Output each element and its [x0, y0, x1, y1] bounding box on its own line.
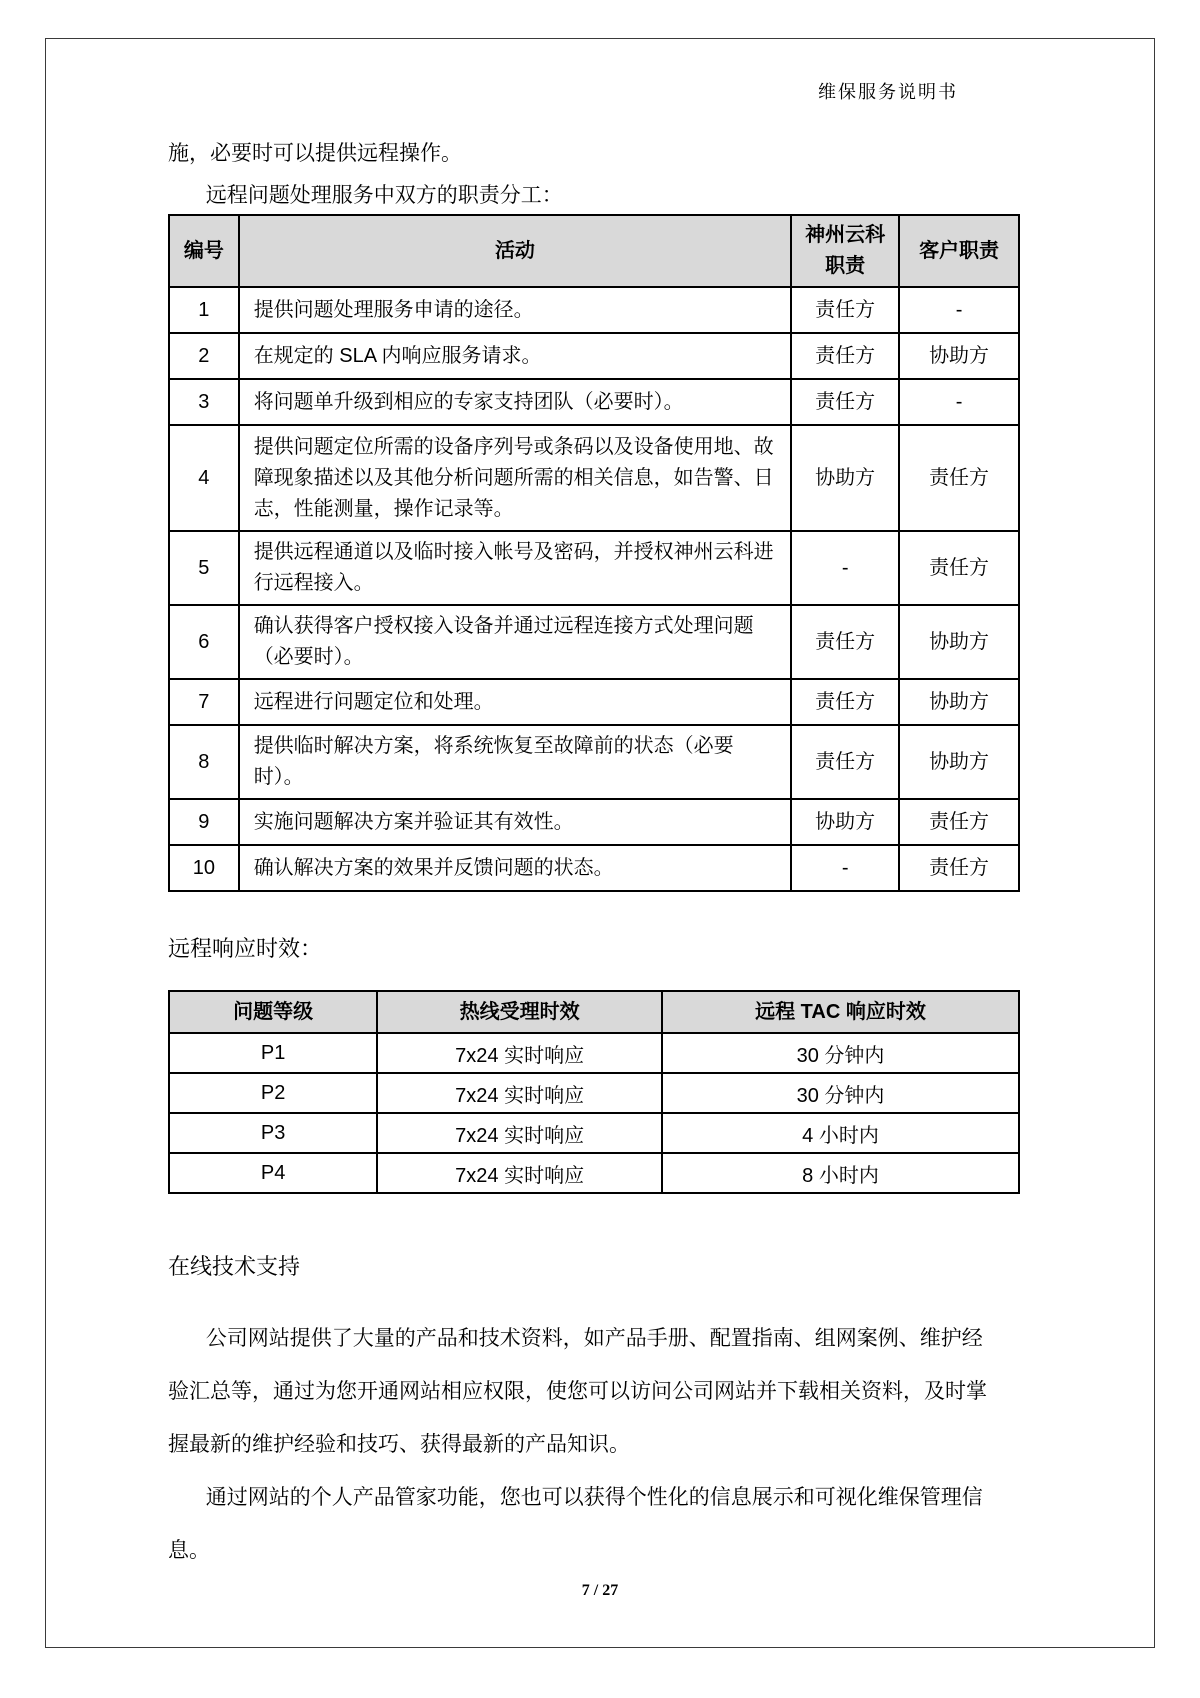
cell-vendor: 责任方: [791, 287, 899, 333]
document-header-title: 维保服务说明书: [818, 82, 958, 102]
paragraph-line: 通过网站的个人产品管家功能，您也可以获得个性化的信息展示和可视化维保管理信: [205, 1486, 983, 1509]
cell-level: P3: [169, 1113, 377, 1153]
cell-activity: 提供问题处理服务申请的途径。: [239, 287, 792, 333]
cell-no: 2: [169, 333, 239, 379]
cell-no: 9: [169, 799, 239, 845]
cell-vendor: 协助方: [791, 799, 899, 845]
cell-customer: 责任方: [899, 531, 1019, 605]
table-row: [169, 679, 1019, 725]
cell-tac: 4 小时内: [662, 1113, 1019, 1153]
online-support-paragraph-2: [168, 1471, 1020, 1577]
paragraph-line: 握最新的维护经验和技巧、获得最新的产品知识。: [168, 1433, 630, 1456]
cell-customer: 协助方: [899, 679, 1019, 725]
cell-customer: 责任方: [899, 425, 1019, 531]
cell-vendor: 责任方: [791, 333, 899, 379]
cell-no: 4: [169, 425, 239, 531]
table-row: [169, 379, 1019, 425]
cell-hotline: 7x24 实时响应: [377, 1113, 662, 1153]
cell-activity: 实施问题解决方案并验证其有效性。: [239, 799, 792, 845]
header-customer: 客户职责: [899, 215, 1019, 287]
header-vendor: [791, 215, 899, 287]
cell-hotline: 7x24 实时响应: [377, 1153, 662, 1193]
table-row: [169, 845, 1019, 891]
table-row: [169, 1033, 1019, 1073]
table-row: [169, 1153, 1019, 1193]
cell-customer: 协助方: [899, 333, 1019, 379]
cell-vendor: 协助方: [791, 425, 899, 531]
cell-vendor: -: [791, 845, 899, 891]
table-row: [169, 605, 1019, 679]
responsibility-table: [168, 214, 1020, 892]
header-vendor-line2: 职责: [825, 255, 866, 277]
header-no: 编号: [169, 215, 239, 287]
cell-activity: 提供临时解决方案，将系统恢复至故障前的状态（必要时）。: [239, 725, 792, 799]
cell-no: 8: [169, 725, 239, 799]
intro-line-2: 远程问题处理服务中双方的职责分工：: [205, 184, 563, 207]
header-activity: 活动: [239, 215, 792, 287]
cell-no: 6: [169, 605, 239, 679]
header-problem-level: 问题等级: [169, 991, 377, 1033]
cell-activity: 确认获得客户授权接入设备并通过远程连接方式处理问题（必要时）。: [239, 605, 792, 679]
table-row: [169, 425, 1019, 531]
cell-customer: 协助方: [899, 725, 1019, 799]
header-hotline: 热线受理时效: [377, 991, 662, 1033]
cell-activity: 在规定的 SLA 内响应服务请求。: [239, 333, 792, 379]
cell-activity: 确认解决方案的效果并反馈问题的状态。: [239, 845, 792, 891]
cell-level: P4: [169, 1153, 377, 1193]
cell-vendor: 责任方: [791, 725, 899, 799]
table-row: [169, 1073, 1019, 1113]
cell-activity: 将问题单升级到相应的专家支持团队（必要时）。: [239, 379, 792, 425]
cell-no: 1: [169, 287, 239, 333]
table-row: [169, 333, 1019, 379]
online-support-heading: 在线技术支持: [168, 1254, 301, 1279]
cell-hotline: 7x24 实时响应: [377, 1073, 662, 1113]
table-row: [169, 725, 1019, 799]
header-tac: 远程 TAC 响应时效: [662, 991, 1019, 1033]
paragraph-line: 息。: [168, 1539, 210, 1562]
responsibility-table-header-row: [169, 215, 1019, 287]
response-time-header-row: [169, 991, 1019, 1033]
cell-no: 7: [169, 679, 239, 725]
cell-customer: 协助方: [899, 605, 1019, 679]
page-number: 7 / 27: [581, 1582, 619, 1599]
table-row: [169, 287, 1019, 333]
cell-vendor: -: [791, 531, 899, 605]
cell-activity: 提供问题定位所需的设备序列号或条码以及设备使用地、故障现象描述以及其他分析问题所需的相关信息，如告警、日志，性能测量，操作记录等。: [239, 425, 792, 531]
cell-tac: 30 分钟内: [662, 1033, 1019, 1073]
cell-tac: 8 小时内: [662, 1153, 1019, 1193]
cell-vendor: 责任方: [791, 379, 899, 425]
table-row: [169, 799, 1019, 845]
response-time-heading: 远程响应时效：: [168, 936, 323, 961]
cell-level: P2: [169, 1073, 377, 1113]
cell-activity: 远程进行问题定位和处理。: [239, 679, 792, 725]
cell-customer: -: [899, 379, 1019, 425]
paragraph-line: 公司网站提供了大量的产品和技术资料，如产品手册、配置指南、组网案例、维护经: [205, 1327, 983, 1350]
cell-vendor: 责任方: [791, 679, 899, 725]
cell-no: 5: [169, 531, 239, 605]
paragraph-line: 验汇总等，通过为您开通网站相应权限，使您可以访问公司网站并下载相关资料，及时掌: [168, 1380, 987, 1403]
header-vendor-line1: 神州云科: [805, 224, 886, 246]
cell-level: P1: [169, 1033, 377, 1073]
page-content: [168, 140, 1020, 1577]
cell-tac: 30 分钟内: [662, 1073, 1019, 1113]
table-row: [169, 1113, 1019, 1153]
cell-no: 10: [169, 845, 239, 891]
intro-line-1: 施，必要时可以提供远程操作。: [168, 142, 462, 165]
cell-vendor: 责任方: [791, 605, 899, 679]
response-time-table: [168, 990, 1020, 1194]
cell-activity: 提供远程通道以及临时接入帐号及密码，并授权神州云科进行远程接入。: [239, 531, 792, 605]
cell-hotline: 7x24 实时响应: [377, 1033, 662, 1073]
cell-no: 3: [169, 379, 239, 425]
cell-customer: 责任方: [899, 799, 1019, 845]
cell-customer: -: [899, 287, 1019, 333]
cell-customer: 责任方: [899, 845, 1019, 891]
online-support-paragraph-1: [168, 1312, 1020, 1471]
table-row: [169, 531, 1019, 605]
